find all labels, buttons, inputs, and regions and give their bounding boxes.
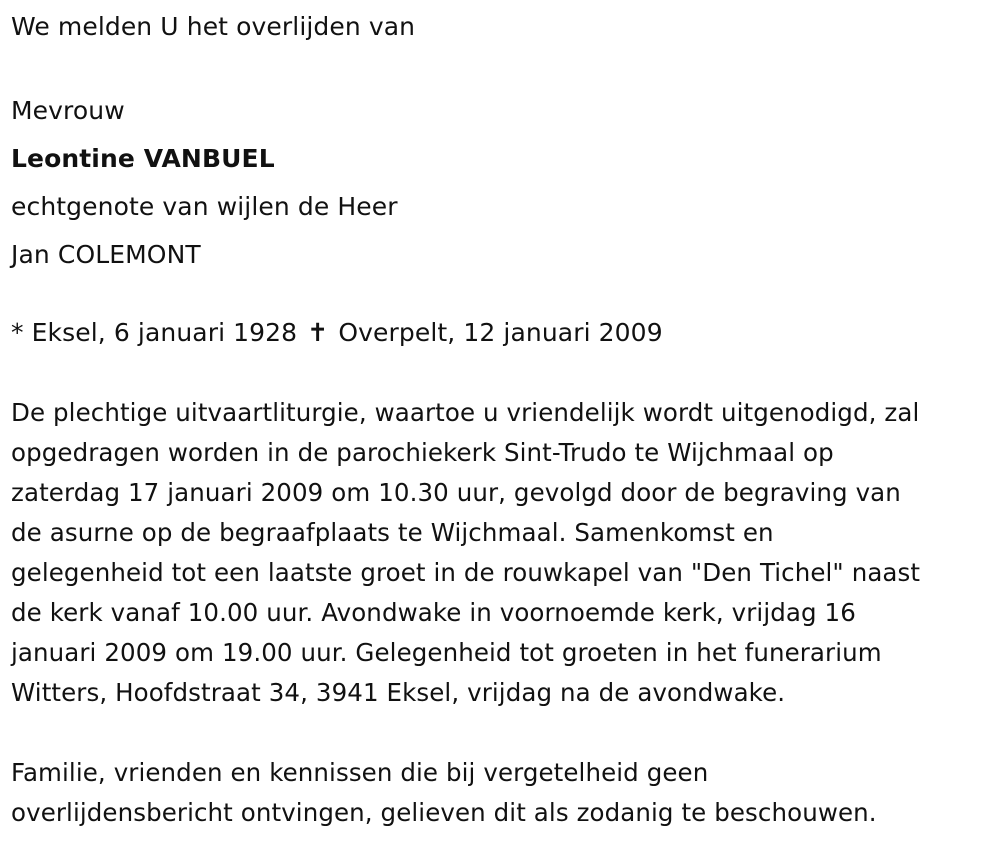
death-info: Overpelt, 12 januari 2009 [338, 318, 663, 347]
spacer [11, 47, 996, 87]
deceased-block [11, 87, 996, 279]
spacer [11, 279, 996, 311]
notice-paragraph [11, 753, 996, 833]
death-notice [11, 7, 996, 833]
birth-info: * Eksel, 6 januari 1928 [11, 318, 298, 347]
paragraph-line: de asurne op de begraafplaats te Wijchmaal. Samenkomst en [11, 518, 774, 547]
spacer [11, 713, 996, 753]
relation-text: echtgenote van wijlen de Heer [11, 192, 398, 221]
spouse-name: Jan COLEMONT [11, 240, 201, 269]
deceased-name: Leontine VANBUEL [11, 144, 275, 173]
paragraph-line: Witters, Hoofdstraat 34, 3941 Eksel, vrijdag na de avondwake. [11, 678, 786, 707]
ceremony-paragraph [11, 393, 996, 713]
paragraph-line: gelegenheid tot een laatste groet in de rouwkapel van "Den Tichel" naast [11, 558, 921, 587]
paragraph-line: de kerk vanaf 10.00 uur. Avondwake in voornoemde kerk, vrijdag 16 [11, 598, 856, 627]
intro-text: We melden U het overlijden van [11, 12, 416, 41]
paragraph-line: zaterdag 17 januari 2009 om 10.30 uur, gevolgd door de begraving van [11, 478, 901, 507]
honorific: Mevrouw [11, 96, 125, 125]
paragraph-line: januari 2009 om 19.00 uur. Gelegenheid tot groeten in het funerarium [11, 638, 882, 667]
paragraph-line: De plechtige uitvaartliturgie, waartoe u vriendelijk wordt uitgenodigd, zal [11, 398, 920, 427]
cross-icon: ✝ [307, 318, 329, 347]
spacer [11, 353, 996, 393]
paragraph-line: overlijdensbericht ontvingen, gelieven dit als zodanig te beschouwen. [11, 798, 877, 827]
birth-death-dates [11, 313, 996, 353]
paragraph-line: opgedragen worden in de parochiekerk Sint-Trudo te Wijchmaal op [11, 438, 834, 467]
paragraph-line: Familie, vrienden en kennissen die bij vergetelheid geen [11, 758, 709, 787]
